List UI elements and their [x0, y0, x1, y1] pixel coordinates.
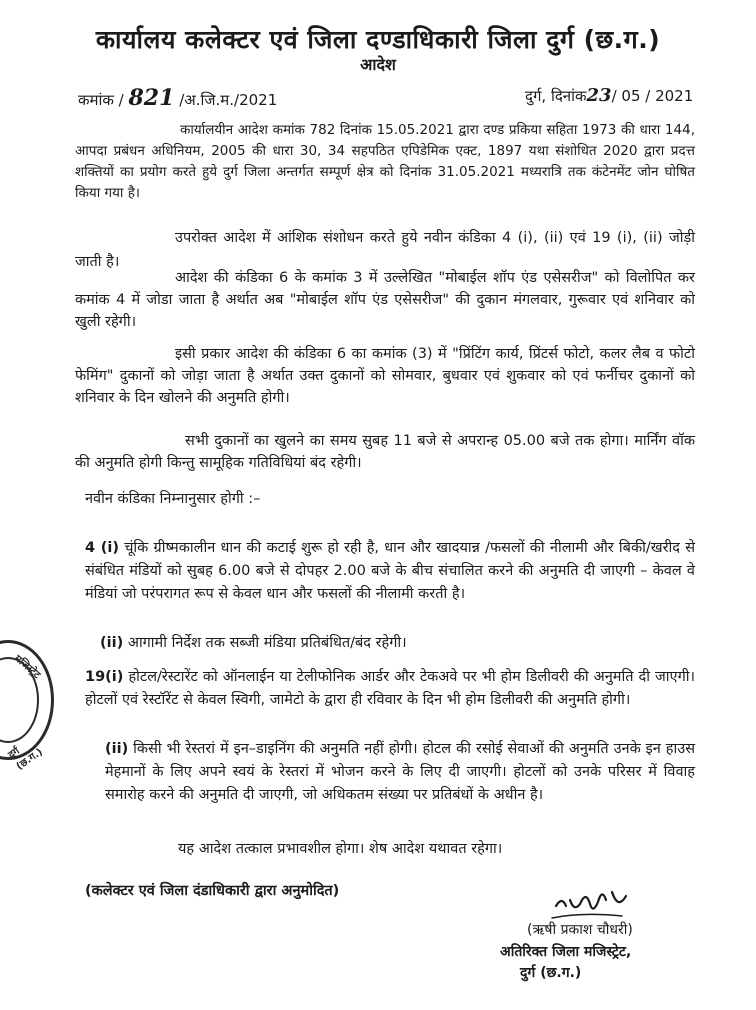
order-label: आदेश	[360, 55, 396, 74]
order-date-line	[525, 85, 693, 106]
clause-19-ii	[105, 738, 695, 807]
signatory-place: दुर्ग (छ.ग.)	[520, 965, 582, 981]
order-number-label: कमांक /	[78, 91, 124, 109]
date-suffix: / 05 / 2021	[611, 87, 694, 105]
order-number-line	[78, 85, 277, 111]
approval-note: (कलेक्टर एवं जिला दंडाधिकारी द्वारा अनुमोदित)	[85, 883, 340, 899]
clause-number: 19(i)	[85, 669, 124, 685]
paragraph-mobile-shops: आदेश की कंडिका 6 के कमांक 3 में उल्लेखित "मोबाईल शॉप एंड एसेसरीज" को विलोपित कर कमांक 4 में जोडा जाता है अर्थात अब "मोबाईल शॉप एंड एसेसरीज" की दुकान मंगलवार, गुरूवार एवं शनिवार को खुली रहेगी।	[75, 270, 695, 330]
signatory-name: (ऋषी प्रकाश चौधरी)	[527, 922, 633, 938]
clause-number: 4 (i)	[85, 540, 119, 556]
paragraph-amendment-text: उपरोक्त आदेश में आंशिक संशोधन करते हुये नवीन कंडिका 4 (i), (ii) एवं 19 (i), (ii) जोड़ी जाती है।	[75, 230, 695, 270]
clause-text: चूंकि ग्रीष्मकालीन धान की कटाई शुरू हो रही है, धान और खादयान्न /फसलों की नीलामी और बिकी/खरीद से संबंधित मंडियों को सुबह 6.00 बजे से दोपहर 2.00 बजे के बीच संचालित करने की अनुमति दी जाएगी – केवल वे मंडियां जो परंपरागत रूप से केवल धान और फसलों की नीलामी करती है।	[85, 540, 696, 602]
seal-bottom-text: दुर्ग (छ.ग.)	[6, 745, 45, 773]
office-title: कार्यालय कलेक्टर एवं जिला दण्डाधिकारी जिला दुर्ग (छ.ग.)	[95, 25, 661, 54]
paragraph-shop-timings: सभी दुकानों का खुलने का समय सुबह 11 बजे से अपरान्ह 05.00 बजे तक होगा। मार्निंग वॉक की अनुमति होगी किन्तु सामूहिक गतिविधियां बंद रहेगी।	[75, 433, 695, 471]
date-day-handwritten: 23	[586, 85, 612, 106]
clause-4-ii	[100, 632, 695, 655]
clause-19-i	[85, 666, 695, 712]
clause-text: किसी भी रेस्तरां में इन–डाइनिंग की अनुमति नहीं होगी। होटल की रसोई सेवाओं की अनुमति उनके इन हाउस मेहमानों के लिए अपने स्वयं के रेस्तरां में भोजन करने के लिए दी जाएगी। होटलों को उनके परिसर में विवाह समारोह करने की अनुमति दी जाएगी, जो अधिकतम संख्या पर प्रतिबंधों के अधीन है।	[105, 741, 696, 803]
date-prefix: दुर्ग, दिनांक	[525, 87, 587, 105]
clause-text: आगामी निर्देश तक सब्जी मंडिया प्रतिबंधित/बंद रहेगी।	[127, 635, 407, 651]
effective-statement: यह आदेश तत्काल प्रभावशील होगा। शेष आदेश यथावत रहेगा।	[178, 841, 503, 857]
seal-top-text: मजिस्ट्रेट	[12, 653, 43, 681]
office-seal	[0, 640, 54, 773]
signatory-designation: अतिरिक्त जिला मजिस्ट्रेट,	[500, 944, 632, 960]
clause-4-i	[85, 537, 695, 606]
order-number-handwritten: 821	[128, 85, 175, 111]
clause-text: होटल/रेस्टारेंट को ऑनलाईन या टेलीफोनिक आर्डर और टेकअवे पर भी होम डिलीवरी की अनुमति दी जाएगी। होटलों एवं रेस्टॉरेंट से केवल स्विगी, जामेटो के द्वारा ही रविवार के दिन भी होम डिलीवरी की अनुमति होगी।	[85, 669, 695, 708]
order-number-suffix: /अ.जि.म./2021	[179, 91, 278, 109]
clause-number: (ii)	[105, 741, 129, 757]
paragraph-reference-order: कार्यालयीन आदेश कमांक 782 दिनांक 15.05.2021 द्वारा दण्ड प्रकिया सहिता 1973 की धारा 144, आपदा प्रबंधन अधिनियम, 2005 की धारा 30, 34 सहपठित एपिडेमिक एक्ट, 1897 यथा संशोधित 2020 द्वारा प्रदत्त शक्तियों का प्रयोग करते हुये दुर्ग जिला अन्तर्गत सम्पूर्ण क्षेत्र को दिनांक 31.05.2021 मध्यरात्रि तक कंटेनमेंट जोन घोषित किया गया है।	[75, 122, 695, 201]
paragraph-new-clauses-intro: नवीन कंडिका निम्नानुसार होगी :–	[85, 491, 261, 507]
paragraph-printing-shops: इसी प्रकार आदेश की कंडिका 6 का कमांक (3) में "प्रिंटिंग कार्य, प्रिंटर्स फोटो, कलर लैब व फोटो फेमिंग" दुकानों को जोड़ा जाता है अर्थात उक्त दुकानों को सोमवार, बुधवार एवं शुकवार को एवं फर्नीचर दुकानों को शनिवार के दिन खोलने की अनुमति होगी।	[75, 346, 695, 406]
clause-number: (ii)	[100, 635, 124, 651]
